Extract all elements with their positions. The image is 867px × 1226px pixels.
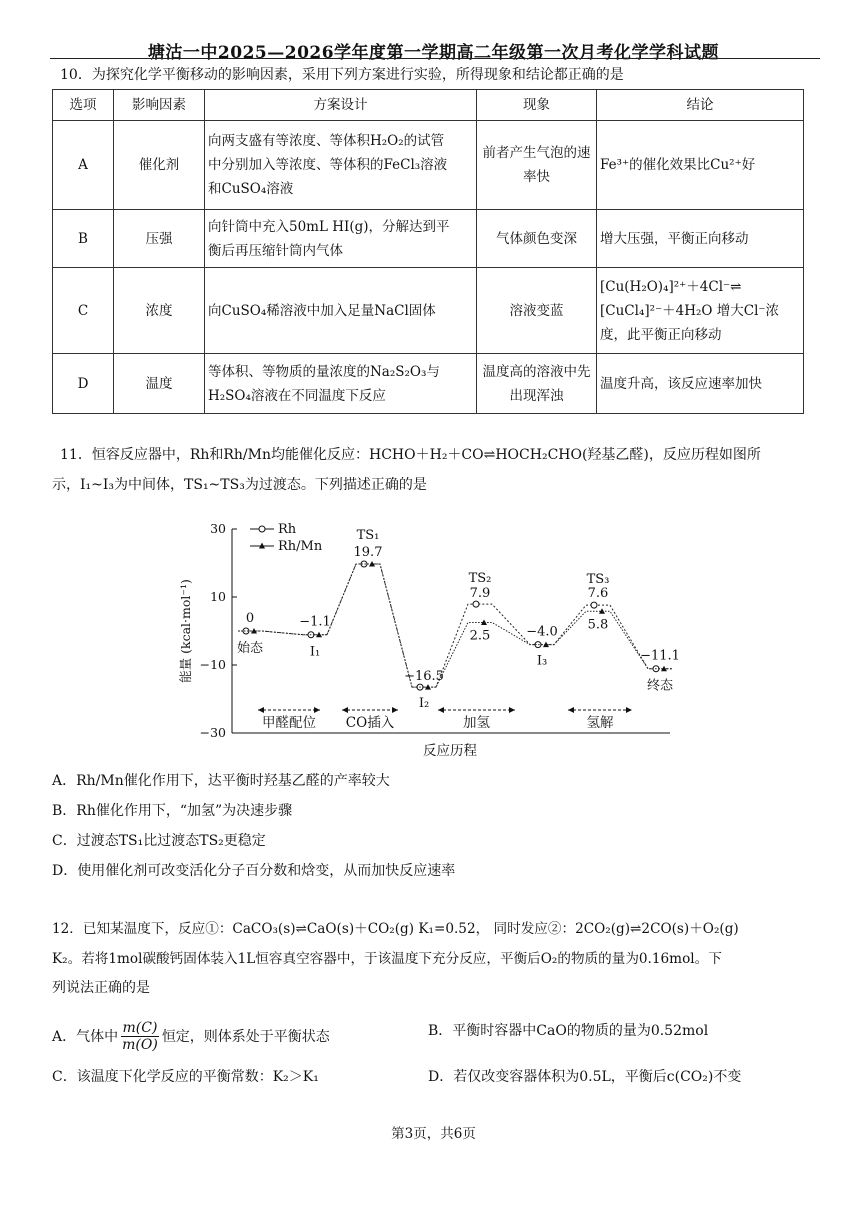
factor-cell: 浓度 <box>114 268 205 354</box>
data-label: −16.5 <box>404 669 444 685</box>
stage-label: 氢解 <box>586 715 614 731</box>
q12-option-a[interactable] <box>52 1016 330 1056</box>
phenomenon-cell <box>477 354 597 414</box>
stage-label: 甲醛配位 <box>262 715 316 731</box>
arrow-head-left <box>568 707 574 713</box>
point-rh <box>591 602 597 608</box>
line: 衡后再压缩针筒内气体 <box>208 242 343 259</box>
arrow-head-left <box>342 707 348 713</box>
option-cell: C <box>53 268 114 354</box>
table-header-row <box>53 90 804 121</box>
data-label: 0 <box>245 611 255 626</box>
q11-option-d[interactable]: D．使用催化剂可改变活化分子百分数和焓变，从而加快反应速率 <box>52 863 456 879</box>
phenomenon-cell: 溶液变蓝 <box>477 268 597 354</box>
design-cell: 向CuSO₄稀溶液中加入足量NaCl固体 <box>205 268 477 354</box>
fraction-denominator: m(O) <box>122 1036 158 1053</box>
col-header: 结论 <box>597 90 804 121</box>
q12-stem-line2: K₂。若将1mol碳酸钙固体装入1L恒容真空容器中，于该温度下充分反应，平衡后O₂的物质的量为0.16mol。下 <box>52 951 722 967</box>
factor-cell: 压强 <box>114 210 205 268</box>
y-tick-label: 10 <box>210 589 226 604</box>
q11-stem-line2: 示，I₁~I₃为中间体，TS₁~TS₃为过渡态。下列描述正确的是 <box>52 477 427 493</box>
data-label: −4.0 <box>526 624 558 640</box>
point-rh <box>473 601 479 607</box>
arrow-head-left <box>258 707 264 713</box>
data-label: 2.5 <box>469 628 491 644</box>
col-header: 选项 <box>53 90 114 121</box>
state-label: 始态 <box>236 641 264 656</box>
state-label: TS₁ <box>356 528 380 544</box>
option-prefix: A．气体中 <box>52 1029 119 1045</box>
y-tick-label: 30 <box>210 521 226 536</box>
line: Fe³⁺的催化效果比Cu²⁺好 <box>600 157 756 173</box>
option-cell: D <box>53 354 114 414</box>
data-label: 7.6 <box>587 586 609 602</box>
table-row <box>53 268 804 354</box>
arrow-head-right <box>314 707 320 713</box>
exam-title: 塘沽一中2025—2026学年度第一学期高二年级第一次月考化学学科试题 <box>147 43 720 63</box>
line: 等体积、等物质的量浓度的Na₂S₂O₃与 <box>208 363 440 380</box>
option-cell: A <box>53 121 114 210</box>
line: 度，此平衡正向移动 <box>600 326 722 343</box>
design-cell <box>205 210 477 268</box>
conclusion-cell <box>597 268 804 354</box>
page-number: 第3页，共6页 <box>391 1126 476 1142</box>
q12-stem-line3: 列说法正确的是 <box>52 980 150 996</box>
state-label: TS₃ <box>586 572 610 588</box>
y-axis-label: 能量 (kcal·mol⁻¹) <box>178 579 193 683</box>
stage-label: 加氢 <box>463 715 490 731</box>
line: 向针筒中充入50mL HI(g)，分解达到平 <box>208 218 450 235</box>
conclusion-cell: 温度升高，该反应速率加快 <box>597 354 804 414</box>
design-cell <box>205 354 477 414</box>
phenomenon-cell: 气体颜色变深 <box>477 210 597 268</box>
table-row <box>53 354 804 414</box>
option-cell: B <box>53 210 114 268</box>
factor-cell: 催化剂 <box>114 121 205 210</box>
q12-stem-line1: 12．已知某温度下，反应①：CaCO₃(s)⇌CaO(s)＋CO₂(g) K₁=0.52， 同时发应②：2CO₂(g)⇌2CO(s)＋O₂(g) <box>52 921 739 937</box>
q12-option-c[interactable]: C．该温度下化学反应的平衡常数：K₂＞K₁ <box>52 1069 319 1085</box>
line: [Cu(H₂O)₄]²⁺＋4Cl⁻⇌ <box>600 278 742 295</box>
q11-option-a[interactable]: A．Rh/Mn催化作用下，达平衡时羟基乙醛的产率较大 <box>52 773 390 789</box>
line: 向两支盛有等浓度、等体积H₂O₂的试管 <box>208 133 445 149</box>
state-label: 终态 <box>646 678 674 694</box>
design-cell <box>205 121 477 210</box>
data-label: 19.7 <box>353 545 383 561</box>
data-label: −11.1 <box>640 648 680 664</box>
arrow-head-left <box>438 707 444 713</box>
q12-option-d[interactable]: D．若仅改变容器体积为0.5L，平衡后c(CO₂)不变 <box>428 1069 742 1085</box>
phenomenon-cell <box>477 121 597 210</box>
q10-stem: 10．为探究化学平衡移动的影响因素，采用下列方案进行实验，所得现象和结论都正确的是 <box>60 67 624 83</box>
legend-label-rh: Rh <box>278 522 297 537</box>
state-label: I₁ <box>309 644 321 660</box>
q11-stem-line1: 11．恒容反应器中，Rh和Rh/Mn均能催化反应：HCHO＋H₂＋CO⇌HOCH₂CHO(羟基乙醛)，反应历程如图所 <box>60 447 761 463</box>
line: 温度高的溶液中先 <box>482 363 591 380</box>
x-axis-label: 反应历程 <box>423 743 477 759</box>
mass-ratio-fraction <box>120 1020 160 1053</box>
arrow-head-right <box>392 707 398 713</box>
q11-option-c[interactable]: C．过渡态TS₁比过渡态TS₂更稳定 <box>52 833 266 849</box>
y-tick-label: −10 <box>199 657 226 672</box>
q12-option-b[interactable]: B．平衡时容器中CaO的物质的量为0.52mol <box>428 1023 709 1039</box>
line: 中分别加入等浓度、等体积的FeCl₃溶液 <box>208 157 448 173</box>
line: H₂SO₄溶液在不同温度下反应 <box>208 387 386 404</box>
legend-label-rh-mn: Rh/Mn <box>278 539 323 554</box>
legend-marker-rh <box>259 526 265 532</box>
energy-profile-chart <box>170 505 690 767</box>
stage-label: CO插入 <box>345 715 395 731</box>
conclusion-cell: 增大压强，平衡正向移动 <box>597 210 804 268</box>
y-tick-label: −30 <box>199 725 226 740</box>
state-label: I₃ <box>536 653 548 669</box>
arrow-head-right <box>509 707 515 713</box>
arrow-head-right <box>626 707 632 713</box>
q10-table <box>52 89 804 414</box>
state-label: I₂ <box>418 696 430 712</box>
data-label: 7.9 <box>469 586 491 602</box>
factor-cell: 温度 <box>114 354 205 414</box>
data-label: −1.1 <box>299 614 331 630</box>
state-label: TS₂ <box>468 571 492 587</box>
line: 前者产生气泡的速 <box>482 145 591 161</box>
option-suffix: 恒定，则体系处于平衡状态 <box>161 1029 330 1045</box>
col-header: 影响因素 <box>114 90 205 121</box>
line: [CuCl₄]²⁻＋4H₂O 增大Cl⁻浓 <box>600 302 780 319</box>
col-header: 方案设计 <box>205 90 477 121</box>
header-rule <box>50 58 820 59</box>
table-row <box>53 121 804 210</box>
line: 和CuSO₄溶液 <box>208 181 294 197</box>
conclusion-cell <box>597 121 804 210</box>
line: 出现浑浊 <box>509 387 564 404</box>
table-row <box>53 210 804 268</box>
fraction-numerator: m(C) <box>122 1019 158 1036</box>
col-header: 现象 <box>477 90 597 121</box>
q11-option-b[interactable]: B．Rh催化作用下，“加氢”为决速步骤 <box>52 803 293 819</box>
line: 率快 <box>523 169 550 185</box>
data-label: 5.8 <box>587 617 609 633</box>
